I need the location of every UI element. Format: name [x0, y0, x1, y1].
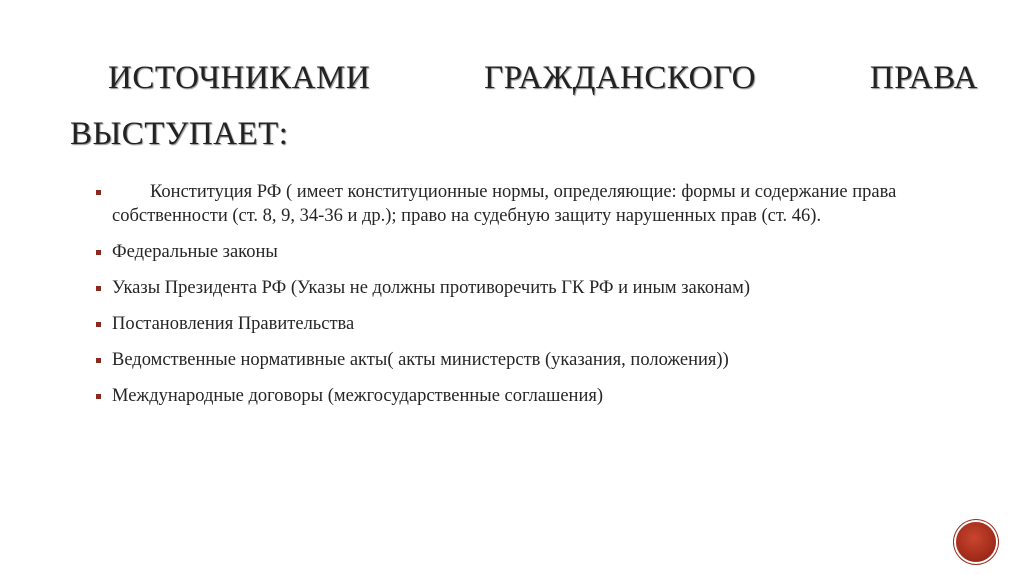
list-item — [96, 276, 926, 300]
sources-list — [96, 180, 926, 420]
slide-title — [70, 52, 978, 160]
title-line-1 — [70, 52, 978, 104]
list-item-text: Ведомственные нормативные акты( акты министерств (указания, положения)) — [112, 350, 729, 370]
bullet-icon — [96, 250, 101, 255]
bullet-icon — [96, 286, 101, 291]
title-word-1: ИСТОЧНИКАМИ — [108, 60, 371, 96]
list-item-text: Указы Президента РФ (Указы не должны противоречить ГК РФ и иным законам) — [112, 278, 751, 298]
bullet-icon — [96, 190, 101, 195]
title-word-2: ГРАЖДАНСКОГО — [484, 60, 757, 96]
title-line-2: ВЫСТУПАЕТ: — [70, 116, 289, 152]
list-item — [96, 240, 926, 264]
list-item-text: Постановления Правительства — [112, 314, 355, 334]
title-word-3: ПРАВА — [869, 60, 978, 96]
slide-number-badge-icon — [956, 522, 996, 562]
list-item-text: Международные договоры (межгосударственные соглашения) — [112, 386, 604, 406]
bullet-icon — [96, 358, 101, 363]
list-item — [96, 312, 926, 336]
list-item — [96, 180, 926, 228]
list-item — [96, 384, 926, 408]
list-item — [96, 348, 926, 372]
list-item-text: Федеральные законы — [112, 242, 278, 262]
bullet-icon — [96, 394, 101, 399]
list-item-text: Конституция РФ ( имеет конституционные нормы, определяющие: формы и содержание права собственности (ст. 8, 9, 34-36 и др.); право на судебную защиту нарушенных прав (ст. 46). — [112, 182, 897, 226]
bullet-icon — [96, 322, 101, 327]
